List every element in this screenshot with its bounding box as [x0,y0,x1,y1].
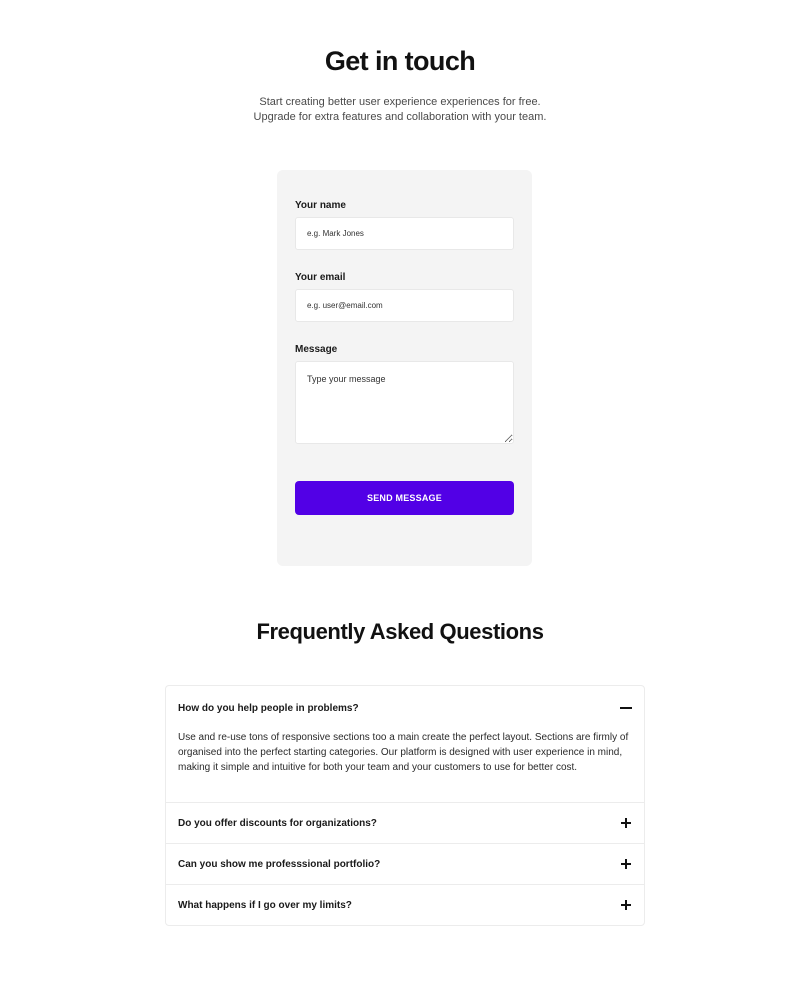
plus-icon[interactable] [620,899,632,911]
faq-question: How do you help people in problems? [178,702,359,714]
name-label: Your name [295,200,346,211]
faq-question-header[interactable] [166,803,644,843]
send-message-button[interactable]: SEND MESSAGE [295,481,514,515]
plus-icon[interactable] [620,858,632,870]
message-textarea[interactable] [295,361,514,444]
page-title: Get in touch [324,46,476,76]
contact-form [277,170,532,566]
faq-list [165,685,645,926]
faq-question-header[interactable] [166,844,644,884]
subtitle-line-2: Upgrade for extra features and collaboration with your team. [253,111,547,123]
faq-question-header[interactable] [166,885,644,925]
faq-item [166,843,644,884]
faq-question-header[interactable] [166,686,644,730]
email-label: Your email [295,272,346,283]
faq-title: Frequently Asked Questions [256,619,544,644]
faq-item [166,802,644,843]
faq-question: What happens if I go over my limits? [178,899,352,911]
plus-icon[interactable] [620,817,632,829]
name-input[interactable] [295,217,514,250]
email-input[interactable] [295,289,514,322]
faq-item [166,884,644,925]
page-subtitle [0,95,800,125]
message-label: Message [295,344,338,355]
faq-question: Can you show me professsional portfolio? [178,858,381,870]
faq-question: Do you offer discounts for organizations? [178,817,377,829]
faq-answer: Use and re-use tons of responsive sections too a main create the perfect layout. Sections are firmly of organised into the perfect starting categories. Our platform is designed with user experience in mind, making it simple and intuitive for both your team and your customers to use for better cost. [178,732,629,773]
faq-item [166,686,644,802]
subtitle-line-1: Start creating better user experience experiences for free. [259,96,541,108]
minus-icon[interactable] [620,702,632,714]
